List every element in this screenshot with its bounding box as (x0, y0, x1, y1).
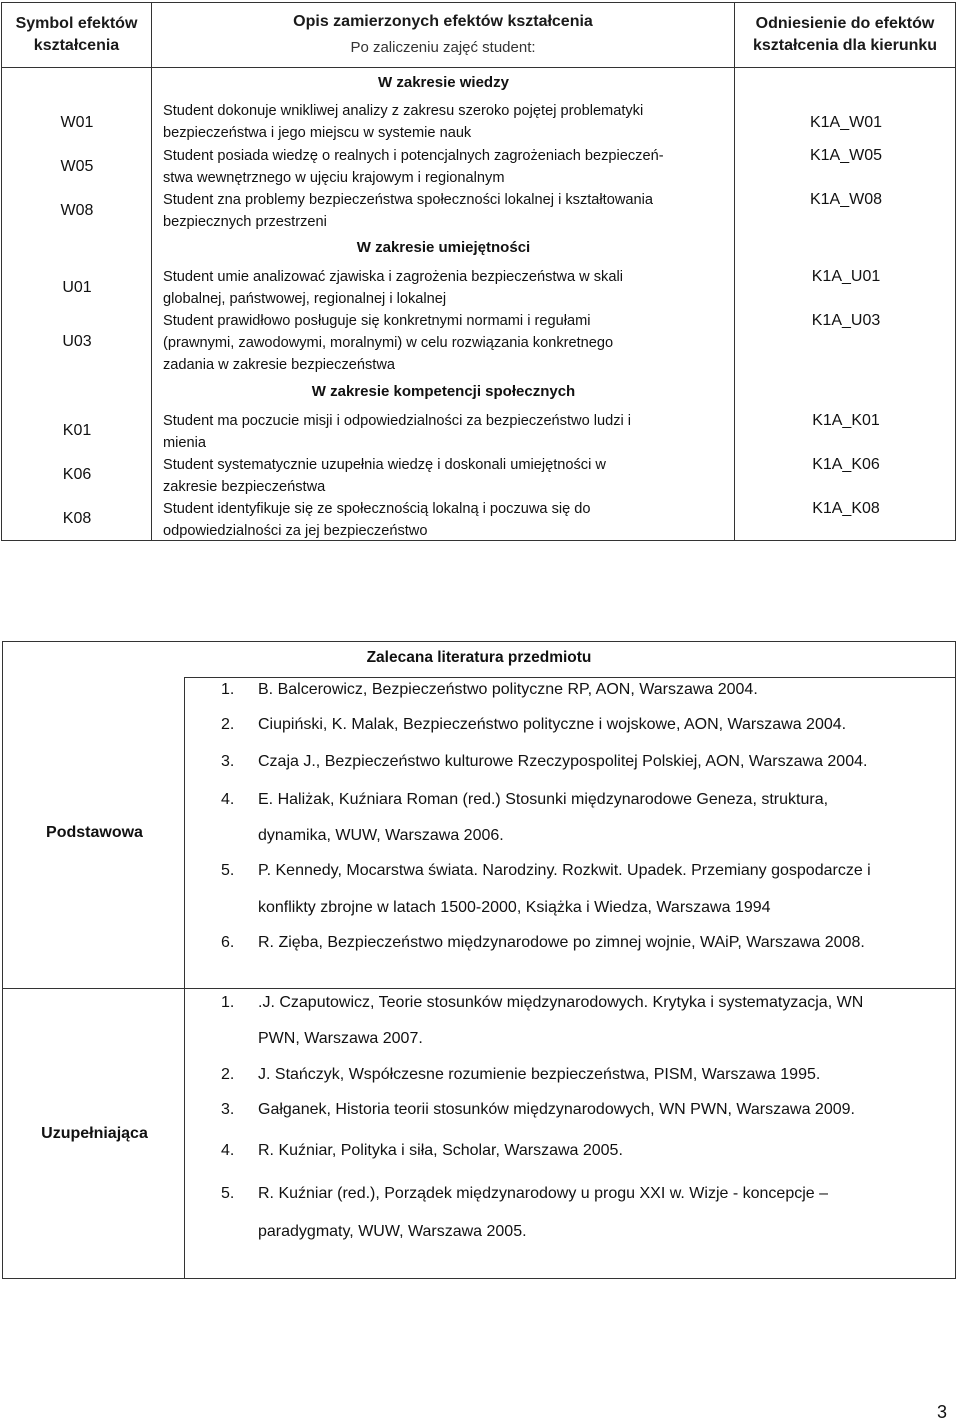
item-number: 4. (221, 1142, 235, 1159)
literature-item: R. Zięba, Bezpieczeństwo międzynarodowe po zimnej wojnie, WAiP, Warszawa 2008. (258, 934, 865, 951)
literature-item-continued: PWN, Warszawa 2007. (258, 1030, 423, 1047)
item-number: 1. (221, 681, 235, 698)
learning-outcomes-table (1, 2, 956, 541)
outcome-description: Student posiada wiedzę o realnych i potencjalnych zagrożeniach bezpieczeń- stwa wewnętrznego w ujęciu krajowym i regionalnym (163, 148, 664, 186)
item-number: 1. (221, 994, 235, 1011)
literature-item: Czaja J., Bezpieczeństwo kulturowe Rzeczypospolitej Polskiej, AON, Warszawa 2004. (258, 753, 868, 770)
outcome-symbol: K08 (62, 510, 92, 527)
literature-item: P. Kennedy, Mocarstwa świata. Narodziny. Rozkwit. Upadek. Przemiany gospodarcze i (258, 862, 871, 879)
title-divider (184, 677, 955, 678)
section-title-social: W zakresie kompetencji społecznych (311, 383, 576, 400)
outcome-description: Student dokonuje wnikliwej analizy z zakresu szeroko pojętej problematyki bezpieczeństwa i jego miejscu w systemie nauk (163, 103, 644, 141)
literature-item: R. Kuźniar, Polityka i siła, Scholar, Warszawa 2005. (258, 1142, 623, 1159)
outcome-symbol: U03 (62, 333, 92, 350)
header-reference: Odniesienie do efektów kształcenia dla kierunku (752, 15, 938, 54)
literature-item: J. Stańczyk, Współczesne rozumienie bezpieczeństwa, PISM, Warszawa 1995. (258, 1066, 821, 1083)
item-number: 3. (221, 753, 235, 770)
literature-item-continued: konflikty zbrojne w latach 1500-2000, Książka i Wiedza, Warszawa 1994 (258, 899, 771, 916)
header-symbol: Symbol efektów kształcenia (15, 15, 138, 54)
outcome-description: Student systematycznie uzupełnia wiedzę i doskonali umiejętności w zakresie bezpieczeństwa (163, 457, 606, 495)
outcome-description: Student ma poczucie misji i odpowiedzialności za bezpieczeństwo ludzi i mienia (163, 413, 632, 451)
literature-item-continued: paradygmaty, WUW, Warszawa 2005. (258, 1223, 527, 1240)
header-divider (2, 67, 955, 68)
column-divider (184, 677, 185, 1278)
category-basic: Podstawowa (46, 824, 143, 841)
literature-item-continued: dynamika, WUW, Warszawa 2006. (258, 827, 504, 844)
item-number: 5. (221, 1185, 235, 1202)
item-number: 5. (221, 862, 235, 879)
outcome-reference: K1A_K06 (812, 456, 880, 473)
literature-item: Ciupiński, K. Malak, Bezpieczeństwo polityczne i wojskowe, AON, Warszawa 2004. (258, 716, 847, 733)
outcome-reference: K1A_U01 (811, 268, 881, 285)
outcome-symbol: K01 (62, 422, 92, 439)
outcome-reference: K1A_W01 (809, 114, 883, 131)
literature-item: .J. Czaputowicz, Teorie stosunków międzynarodowych. Krytyka i systematyzacja, WN (258, 994, 864, 1011)
outcome-description: Student prawidłowo posługuje się konkretnymi normami i regułami (prawnymi, zawodowymi, moralnymi) w celu rozwiązania konkretnego zadania w zakresie bezpieczeństwa (163, 313, 614, 373)
outcome-reference: K1A_K08 (812, 500, 880, 517)
header-description-sub: Po zaliczeniu zajęć student: (350, 39, 536, 56)
row-divider (3, 988, 955, 989)
outcome-symbol: W05 (60, 158, 94, 175)
item-number: 2. (221, 716, 235, 733)
outcome-symbol: K06 (62, 466, 92, 483)
literature-item: B. Balcerowicz, Bezpieczeństwo polityczne RP, AON, Warszawa 2004. (258, 681, 758, 698)
literature-title: Zalecana literatura przedmiotu (366, 649, 592, 666)
item-number: 4. (221, 791, 235, 808)
outcome-symbol: W08 (60, 202, 94, 219)
literature-item: Gałganek, Historia teorii stosunków międzynarodowych, WN PWN, Warszawa 2009. (258, 1101, 855, 1118)
outcome-reference: K1A_K01 (812, 412, 880, 429)
category-supplementary: Uzupełniająca (41, 1125, 148, 1142)
outcome-reference: K1A_W08 (809, 191, 883, 208)
outcome-description: Student zna problemy bezpieczeństwa społeczności lokalnej i kształtowania bezpiecznych przestrzeni (163, 192, 653, 230)
outcome-reference: K1A_U03 (811, 312, 881, 329)
item-number: 3. (221, 1101, 235, 1118)
item-number: 6. (221, 934, 235, 951)
literature-item: R. Kuźniar (red.), Porządek międzynarodowy u progu XXI w. Wizje - koncepcje – (258, 1185, 829, 1202)
literature-table (2, 641, 956, 1279)
outcome-description: Student umie analizować zjawiska i zagrożenia bezpieczeństwa w skali globalnej, państwowej, regionalnej i lokalnej (163, 269, 623, 307)
literature-item: E. Haliżak, Kuźniara Roman (red.) Stosunki międzynarodowe Geneza, struktura, (258, 791, 829, 808)
header-description: Opis zamierzonych efektów kształcenia (293, 13, 593, 30)
outcome-description: Student identyfikuje się ze społecznością lokalną i poczuwa się do odpowiedzialności za jej bezpieczeństwo (163, 501, 591, 539)
page-number: 3 (937, 1402, 948, 1422)
outcome-symbol: U01 (62, 279, 92, 296)
section-title-knowledge: W zakresie wiedzy (378, 74, 509, 91)
outcome-symbol: W01 (60, 114, 94, 131)
item-number: 2. (221, 1066, 235, 1083)
outcome-reference: K1A_W05 (809, 147, 883, 164)
section-title-skills: W zakresie umiejętności (356, 239, 531, 256)
